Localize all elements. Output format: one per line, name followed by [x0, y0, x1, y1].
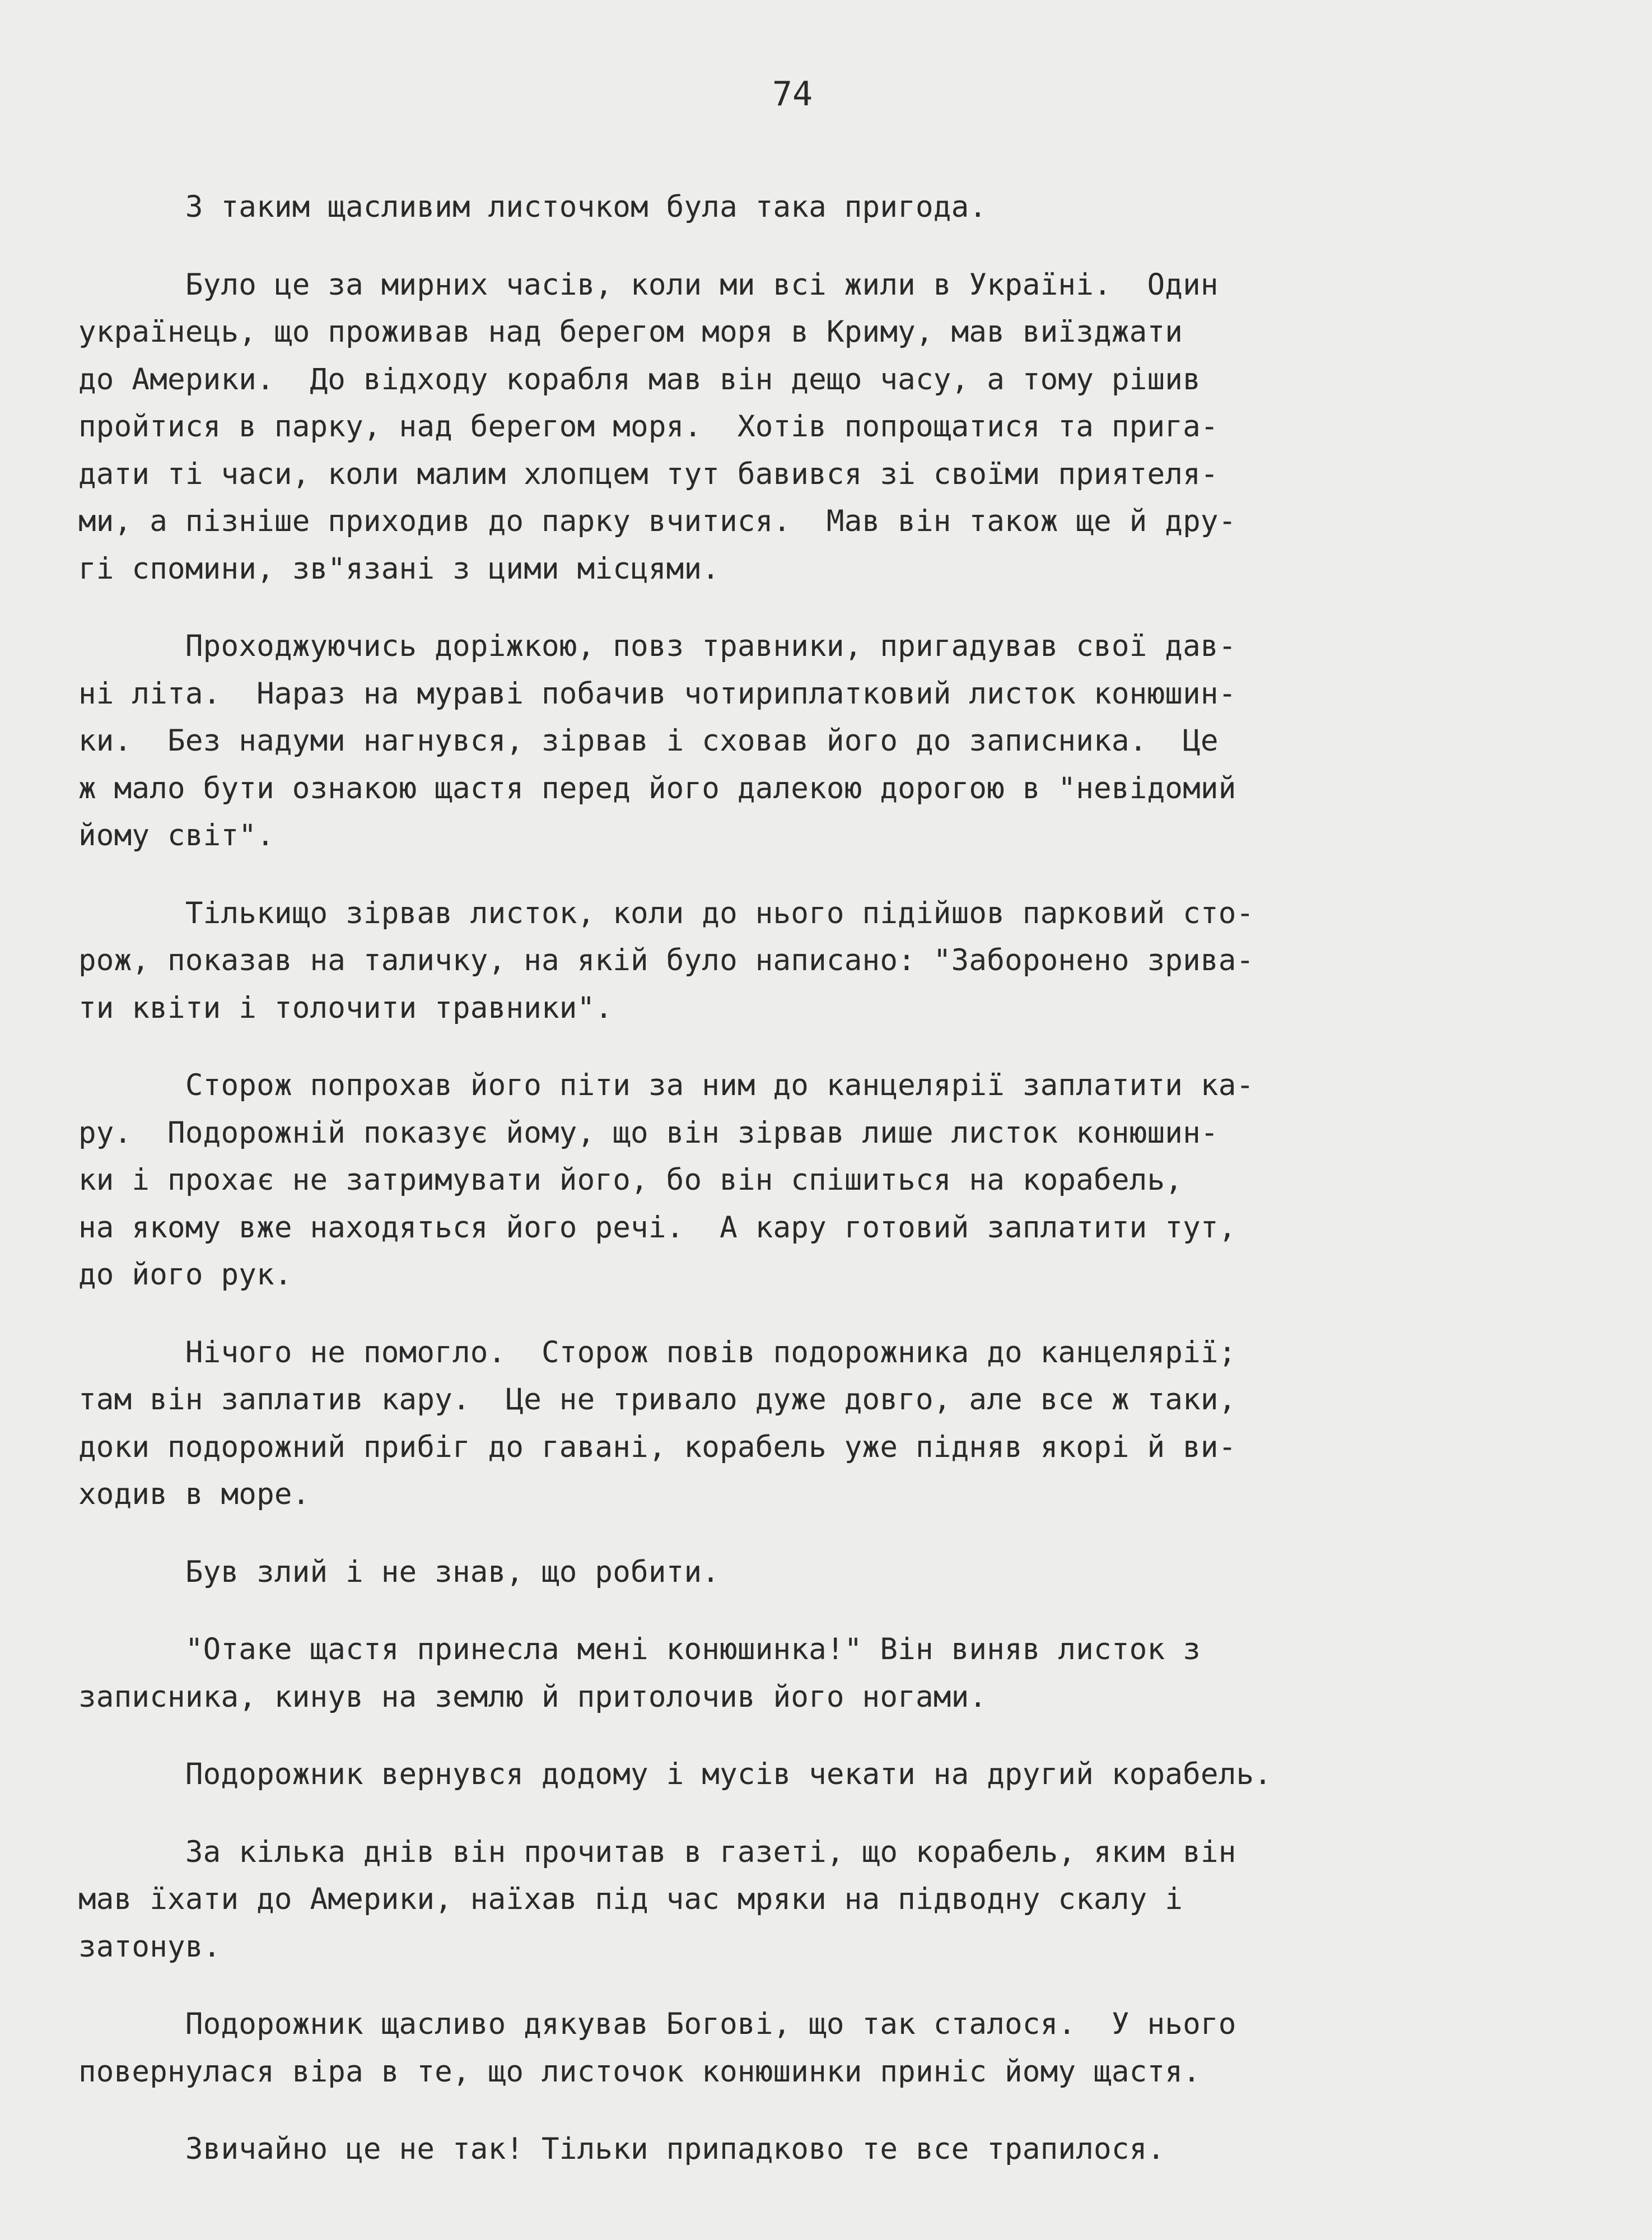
text-line: "Отаке щастя принесла мені конюшинка!" Він виняв листок з — [78, 1632, 1201, 1666]
paragraph — [78, 184, 1585, 231]
text-line: За кілька днів він прочитав в газеті, що корабель, яким він — [78, 1834, 1236, 1869]
text-line: на якому вже находяться його речі. А кару готовий заплатити тут, — [78, 1210, 1236, 1245]
text-line: українець, що проживав над берегом моря в Криму, мав виїзджати — [78, 315, 1183, 349]
text-line: Подорожник щасливо дякував Богові, що так сталося. У нього — [78, 2007, 1236, 2041]
text-line: ж мало бути ознакою щастя перед його далекою дорогою в "невідомий — [78, 771, 1236, 805]
text-line: ру. Подорожній показує йому, що він зірвав лише листок конюшин- — [78, 1115, 1219, 1150]
paragraph — [78, 2126, 1585, 2173]
text-line: пройтися в парку, над берегом моря. Хотів попрощатися та прига- — [78, 409, 1219, 444]
paragraph — [78, 890, 1585, 1032]
text-line: дати ті часи, коли малим хлопцем тут бавився зі своїми приятеля- — [78, 457, 1219, 491]
paragraph — [78, 1626, 1585, 1721]
text-line: ми, а пізніше приходив до парку вчитися. Мав він також ще й дру- — [78, 504, 1236, 538]
text-line: рож, показав на таличку, на якій було написано: "Заборонено зрива- — [78, 943, 1254, 977]
paragraph — [78, 1329, 1585, 1519]
text-line: мав їхати до Америки, наїхав під час мряки на підводну скалу і — [78, 1882, 1183, 1916]
body-text — [78, 184, 1585, 2204]
text-line: ні літа. Нараз на мураві побачив чотириплатковий листок конюшин- — [78, 676, 1236, 711]
text-line: Тількищо зірвав листок, коли до нього підійшов парковий сто- — [78, 896, 1254, 930]
text-line: Нічого не помогло. Сторож повів подорожника до канцелярії; — [78, 1335, 1236, 1370]
text-line: записника, кинув на землю й притолочив його ногами. — [78, 1679, 987, 1714]
text-line: Проходжуючись доріжкою, повз травники, пригадував свої дав- — [78, 629, 1236, 663]
page-number: 74 — [772, 74, 813, 114]
text-line: З таким щасливим листочком була така пригода. — [78, 190, 987, 224]
text-line: йому світ". — [78, 818, 274, 853]
text-line: ти квіти і толочити травники". — [78, 990, 613, 1025]
text-line: Був злий і не знав, що робити. — [78, 1554, 720, 1589]
paragraph — [78, 1751, 1585, 1799]
text-line: Звичайно це не так! Тільки припадково те все трапилося. — [78, 2132, 1165, 2166]
text-line: ки. Без надуми нагнувся, зірвав і сховав його до записника. Це — [78, 724, 1219, 758]
paragraph — [78, 262, 1585, 593]
paragraph — [78, 2001, 1585, 2095]
text-line: затонув. — [78, 1929, 221, 1964]
text-line: ки і прохає не затримувати його, бо він спішиться на корабель, — [78, 1163, 1183, 1197]
text-line: Сторож попрохав його піти за ним до канцелярії заплатити ка- — [78, 1068, 1254, 1102]
text-line: повернулася віра в те, що листочок конюшинки приніс йому щастя. — [78, 2054, 1201, 2089]
text-line: гі спомини, зв"язані з цими місцями. — [78, 551, 720, 586]
text-line: до Америки. До відходу корабля мав він дещо часу, а тому рішив — [78, 362, 1201, 397]
paragraph — [78, 1062, 1585, 1299]
text-line: доки подорожний прибіг до гавані, корабель уже підняв якорі й ви- — [78, 1429, 1236, 1464]
paragraph — [78, 623, 1585, 860]
paragraph — [78, 1829, 1585, 1971]
paragraph — [78, 1549, 1585, 1596]
text-line: ходив в море. — [78, 1477, 310, 1511]
text-line: до його рук. — [78, 1258, 292, 1292]
text-line: Було це за мирних часів, коли ми всі жили в Україні. Один — [78, 267, 1219, 302]
text-line: там він заплатив кару. Це не тривало дуже довго, але все ж таки, — [78, 1382, 1236, 1417]
text-line: Подорожник вернувся додому і мусів чекати на другий корабель. — [78, 1757, 1272, 1791]
